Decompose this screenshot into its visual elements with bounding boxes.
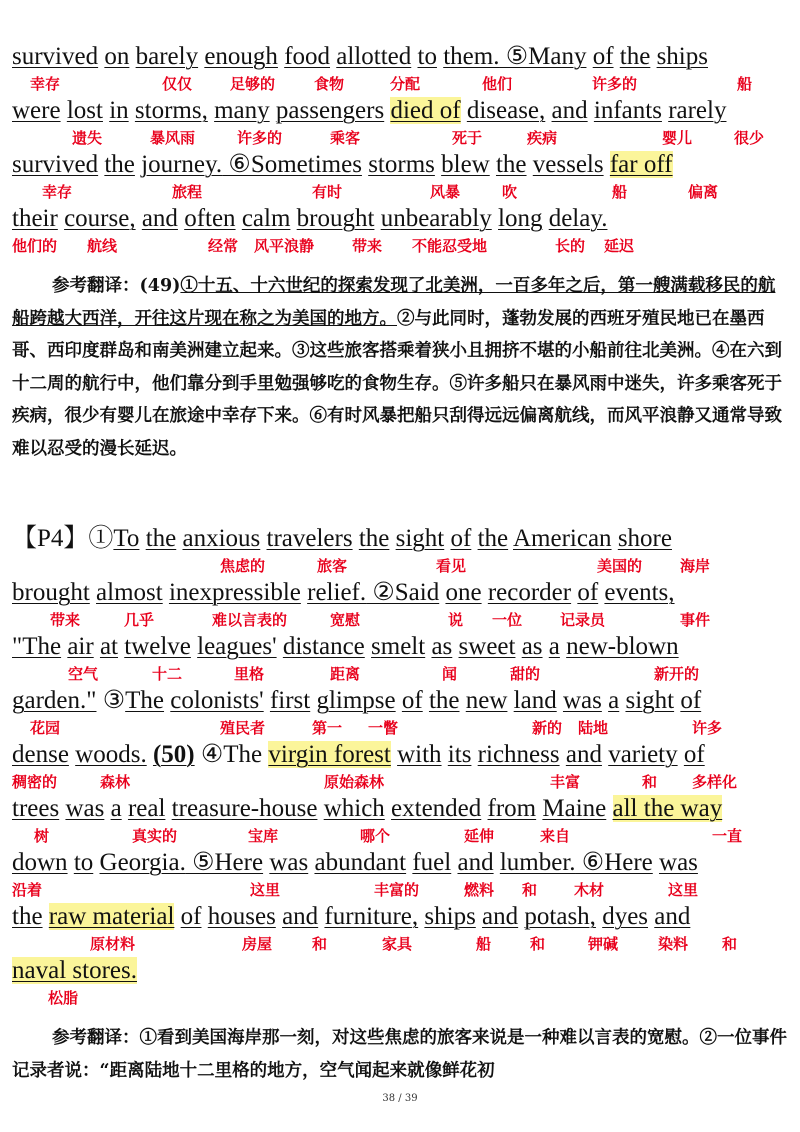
underlined-word: variety [608, 741, 678, 768]
underlined-word: of [577, 579, 599, 606]
gloss: 船 [737, 75, 753, 93]
gloss: 树 [34, 827, 50, 845]
gloss: 几乎 [124, 611, 155, 629]
underlined-word: was [65, 795, 105, 822]
gloss: 和 [722, 935, 738, 953]
underlined-word: was [269, 849, 309, 876]
gloss: 记录员 [560, 611, 606, 629]
gloss: 延伸 [464, 827, 495, 845]
gloss: 许多的 [592, 75, 638, 93]
underlined-word: and [482, 903, 519, 930]
gloss: 很少 [734, 129, 765, 147]
gloss: 乘客 [330, 129, 361, 147]
gloss: 家具 [382, 935, 413, 953]
gloss: 松脂 [48, 989, 79, 1007]
underlined-word: infants [593, 97, 662, 124]
underlined-word: abundant [314, 849, 407, 876]
text-run: 【P4】① [12, 525, 114, 552]
underlined-word: a [548, 633, 560, 660]
underlined-word: many [214, 97, 270, 124]
english-line [12, 902, 690, 932]
gloss: 偏离 [688, 183, 719, 201]
underlined-word: the [12, 903, 43, 930]
underlined-word: food [284, 43, 331, 70]
highlighted-phrase: raw material [48, 903, 175, 930]
underlined-word: enough [204, 43, 278, 70]
underlined-word: real [127, 795, 166, 822]
underlined-word: often [184, 205, 236, 232]
gloss: 多样化 [692, 773, 738, 791]
underlined-word: smelt [371, 633, 426, 660]
underlined-word: course, [64, 205, 136, 232]
underlined-word: the [145, 525, 177, 552]
underlined-word: and [457, 849, 494, 876]
gloss: 许多 [692, 719, 723, 737]
underlined-word: was [562, 687, 602, 714]
highlighted-phrase: virgin forest [268, 741, 391, 768]
underlined-word: the [104, 151, 135, 178]
underlined-word: fuel [412, 849, 452, 876]
underlined-word: anxious [182, 525, 261, 552]
underlined-word: "The [12, 633, 62, 660]
gloss: 难以言表的 [212, 611, 288, 629]
gloss: 这里 [250, 881, 281, 899]
translation-text: ②与此同时，蓬勃发展的西班牙殖民地已在墨西哥、西印度群岛和南美洲建立起来。③这些旅客搭乘着狭小且拥挤不堪的小船前往北美洲。④在六到十二周的航行中，他们靠分到手里勉强够吃的食物生存。⑤许多船只在暴风雨中迷失，许多乘客死于疾病，很少有婴儿在旅途中幸存下来。⑥有时风暴把船只刮得远远偏离航线，而风平浪静又通常导致难以忍受的漫长延迟。 [12, 308, 782, 459]
underlined-word: recorder [487, 579, 572, 606]
underlined-word: storms [368, 151, 435, 178]
english-line [12, 524, 672, 554]
underlined-word: leagues' [197, 633, 277, 660]
gloss: 分配 [390, 75, 421, 93]
underlined-word: (50) [152, 741, 195, 768]
gloss: 事件 [680, 611, 711, 629]
highlighted-phrase: all the way [612, 795, 723, 822]
gloss: 不能忍受地 [412, 237, 488, 255]
gloss: 丰富的 [374, 881, 420, 899]
underlined-word: dyes [602, 903, 649, 930]
gloss: 木材 [574, 881, 605, 899]
underlined-word: colonists' [170, 687, 264, 714]
gloss: 房屋 [242, 935, 273, 953]
highlighted-phrase: far off [609, 151, 673, 178]
gloss: 食物 [314, 75, 345, 93]
question-number: (49) [139, 276, 181, 296]
underlined-word: barely [135, 43, 199, 70]
underlined-word: of [450, 525, 472, 552]
gloss: 说 [448, 611, 464, 629]
reference-translation [12, 270, 788, 465]
gloss: 甜的 [510, 665, 541, 683]
english-line [12, 632, 679, 662]
underlined-word: the [477, 525, 509, 552]
gloss: 宝库 [248, 827, 279, 845]
underlined-word: ②Said [366, 579, 440, 606]
underlined-word: lumber. [499, 849, 576, 876]
underlined-word: Maine [542, 795, 607, 822]
underlined-word: rarely [668, 97, 727, 124]
gloss: 新开的 [654, 665, 700, 683]
underlined-word: them. [443, 43, 500, 70]
underlined-word: on [104, 43, 130, 70]
underlined-word: houses [207, 903, 276, 930]
underlined-word: garden." [12, 687, 97, 714]
underlined-word: storms, [134, 97, 208, 124]
gloss: 原材料 [90, 935, 136, 953]
underlined-word: first [269, 687, 311, 714]
underlined-word: of [683, 741, 705, 768]
english-line [12, 96, 726, 126]
highlighted-phrase: naval stores. [12, 957, 137, 984]
underlined-word: were [12, 97, 61, 124]
gloss: 长的 [555, 237, 586, 255]
gloss: 暴风雨 [150, 129, 196, 147]
gloss: 他们的 [12, 237, 58, 255]
gloss: 美国的 [597, 557, 643, 575]
underlined-word: travelers [266, 525, 353, 552]
text-run [604, 151, 610, 178]
gloss: 钾碱 [588, 935, 619, 953]
gloss: 婴儿 [662, 129, 693, 147]
underlined-word: shore [617, 525, 672, 552]
underlined-word: long [498, 205, 543, 232]
underlined-word: and [565, 741, 602, 768]
gloss: 殖民者 [220, 719, 266, 737]
translation-text: ①看到美国海岸那一刻，对这些焦虑的旅客来说是一种难以言表的宽慰。②一位事件记录者说：“距离陆地十二里格的地方，空气闻起来就像鲜花初 [12, 1028, 787, 1081]
gloss: 海岸 [680, 557, 711, 575]
underlined-word: its [447, 741, 472, 768]
underlined-word: calm [241, 205, 291, 232]
english-line [12, 42, 708, 72]
underlined-word: treasure-house [171, 795, 318, 822]
english-line [12, 848, 698, 878]
underlined-word: one [445, 579, 482, 606]
gloss: 幸存 [42, 183, 73, 201]
gloss: 有时 [312, 183, 343, 201]
underlined-word: glimpse [316, 687, 396, 714]
underlined-word: ⑤Here [185, 849, 264, 876]
underlined-word: trees [12, 795, 60, 822]
gloss: 来自 [540, 827, 571, 845]
document-page [12, 0, 788, 1132]
underlined-word: journey. [141, 151, 223, 178]
underlined-word: inexpressible [168, 579, 301, 606]
gloss: 里格 [234, 665, 265, 683]
underlined-word: of [592, 43, 614, 70]
underlined-word: distance [282, 633, 365, 660]
underlined-word: to [73, 849, 94, 876]
gloss: 染料 [658, 935, 689, 953]
underlined-word: Georgia. [99, 849, 186, 876]
gloss: 空气 [68, 665, 99, 683]
underlined-word: as [431, 633, 453, 660]
gloss: 遗失 [72, 129, 103, 147]
underlined-word: almost [96, 579, 163, 606]
gloss: 和 [522, 881, 538, 899]
underlined-word: passengers [275, 97, 385, 124]
english-line [12, 578, 675, 608]
translation-label: 参考翻译： [52, 276, 140, 296]
gloss: 森林 [100, 773, 131, 791]
underlined-word: delay. [548, 205, 608, 232]
underlined-word: the [358, 525, 390, 552]
underlined-word: furniture, [324, 903, 419, 930]
gloss: 带来 [50, 611, 81, 629]
underlined-word: of [401, 687, 423, 714]
english-line [12, 150, 673, 180]
gloss: 哪个 [360, 827, 391, 845]
underlined-word: of [680, 687, 702, 714]
gloss: 他们 [482, 75, 513, 93]
underlined-word: richness [477, 741, 560, 768]
underlined-word: sight [625, 687, 675, 714]
gloss: 宽慰 [330, 611, 361, 629]
underlined-word: new-blown [566, 633, 679, 660]
underlined-word: in [109, 97, 129, 124]
gloss: 真实的 [132, 827, 178, 845]
underlined-word: sight [395, 525, 445, 552]
underlined-word: and [654, 903, 691, 930]
underlined-word: and [141, 205, 178, 232]
underlined-word: potash, [524, 903, 596, 930]
underlined-word: which [323, 795, 385, 822]
underlined-word: a [110, 795, 122, 822]
underlined-word: air [67, 633, 94, 660]
gloss: 旅程 [172, 183, 203, 201]
gloss: 和 [642, 773, 658, 791]
gloss: 和 [312, 935, 328, 953]
gloss: 焦虑的 [220, 557, 266, 575]
underlined-word: as [521, 633, 543, 660]
underlined-word: a [608, 687, 620, 714]
gloss: 船 [612, 183, 628, 201]
underlined-word: with [397, 741, 442, 768]
gloss: 吹 [502, 183, 518, 201]
underlined-word: ⑤Many [499, 43, 587, 70]
underlined-word: down [12, 849, 68, 876]
gloss: 一瞥 [368, 719, 399, 737]
underlined-word: woods. [75, 741, 147, 768]
english-line [12, 794, 722, 824]
gloss: 燃料 [464, 881, 495, 899]
underlined-word: vessels [532, 151, 604, 178]
gloss: 沿着 [12, 881, 43, 899]
gloss: 带来 [352, 237, 383, 255]
underlined-word: brought [12, 579, 90, 606]
underlined-word: disease, [466, 97, 546, 124]
gloss: 延迟 [604, 237, 635, 255]
underlined-word: at [99, 633, 118, 660]
underlined-word: the [428, 687, 460, 714]
gloss: 一直 [712, 827, 743, 845]
gloss: 闻 [442, 665, 458, 683]
gloss: 距离 [330, 665, 361, 683]
gloss: 风暴 [430, 183, 461, 201]
gloss: 第一 [312, 719, 343, 737]
underlined-word: ⑥Here [575, 849, 653, 876]
underlined-word: twelve [124, 633, 191, 660]
underlined-word: brought [296, 205, 375, 232]
gloss: 这里 [668, 881, 699, 899]
text-run: ③ [96, 687, 126, 714]
english-line [12, 204, 607, 234]
underlined-word: land [513, 687, 557, 714]
text-run [606, 795, 612, 822]
translation-label: 参考翻译： [52, 1028, 140, 1048]
underlined-word: from [487, 795, 537, 822]
underlined-word: ships [424, 903, 476, 930]
underlined-word: lost [66, 97, 103, 124]
underlined-word: ships [656, 43, 708, 70]
gloss: 看见 [436, 557, 467, 575]
underlined-word: American [513, 525, 612, 552]
underlined-word: unbearably [380, 205, 492, 232]
gloss: 十二 [152, 665, 183, 683]
underlined-word: new [465, 687, 508, 714]
gloss: 船 [476, 935, 492, 953]
gloss: 丰富 [550, 773, 581, 791]
underlined-word: was [659, 849, 698, 876]
gloss: 疾病 [527, 129, 558, 147]
gloss: 和 [530, 935, 546, 953]
gloss: 旅客 [317, 557, 348, 575]
gloss: 陆地 [578, 719, 609, 737]
underlined-word: their [12, 205, 58, 232]
highlighted-phrase: died of [390, 97, 461, 124]
underlined-word: relief. [307, 579, 367, 606]
underlined-word: survived [12, 43, 99, 70]
gloss: 幸存 [30, 75, 61, 93]
underlined-word: extended [391, 795, 482, 822]
underlined-word: events, [604, 579, 675, 606]
underlined-word: survived [12, 151, 99, 178]
underlined-word: ⑥Sometimes [222, 151, 362, 178]
gloss: 足够的 [230, 75, 276, 93]
reference-translation [12, 1022, 788, 1087]
page-number: 38 / 39 [382, 1093, 418, 1104]
underlined-word: The [125, 687, 165, 714]
text-run [43, 903, 49, 930]
underlined-word: blew [441, 151, 490, 178]
gloss: 原始森林 [324, 773, 385, 791]
underlined-word: of [180, 903, 202, 930]
underlined-word: and [282, 903, 319, 930]
text-run: ④The [194, 741, 263, 768]
english-line [12, 956, 137, 986]
underlined-word: and [551, 97, 588, 124]
underlined-word: to [417, 43, 437, 70]
underlined-word: dense [12, 741, 69, 768]
gloss: 稠密的 [12, 773, 58, 791]
gloss: 花园 [30, 719, 61, 737]
underlined-sentence: ①十五、十六世纪的探索发现了北美洲，一百多年之后，第一艘满载移民的航船跨越大西洋，开往这片现在称之为美国的地方。 [12, 276, 776, 329]
english-line [12, 740, 705, 770]
gloss: 航线 [87, 237, 118, 255]
underlined-word: the [619, 43, 651, 70]
gloss: 经常 [208, 237, 239, 255]
english-line [12, 686, 701, 716]
underlined-word: allotted [336, 43, 412, 70]
gloss: 风平浪静 [254, 237, 315, 255]
underlined-word: sweet [458, 633, 516, 660]
underlined-word: the [495, 151, 527, 178]
gloss: 许多的 [237, 129, 283, 147]
gloss: 死于 [452, 129, 483, 147]
gloss: 仅仅 [162, 75, 193, 93]
underlined-word: To [113, 525, 140, 552]
gloss: 新的 [532, 719, 563, 737]
gloss: 一位 [492, 611, 523, 629]
